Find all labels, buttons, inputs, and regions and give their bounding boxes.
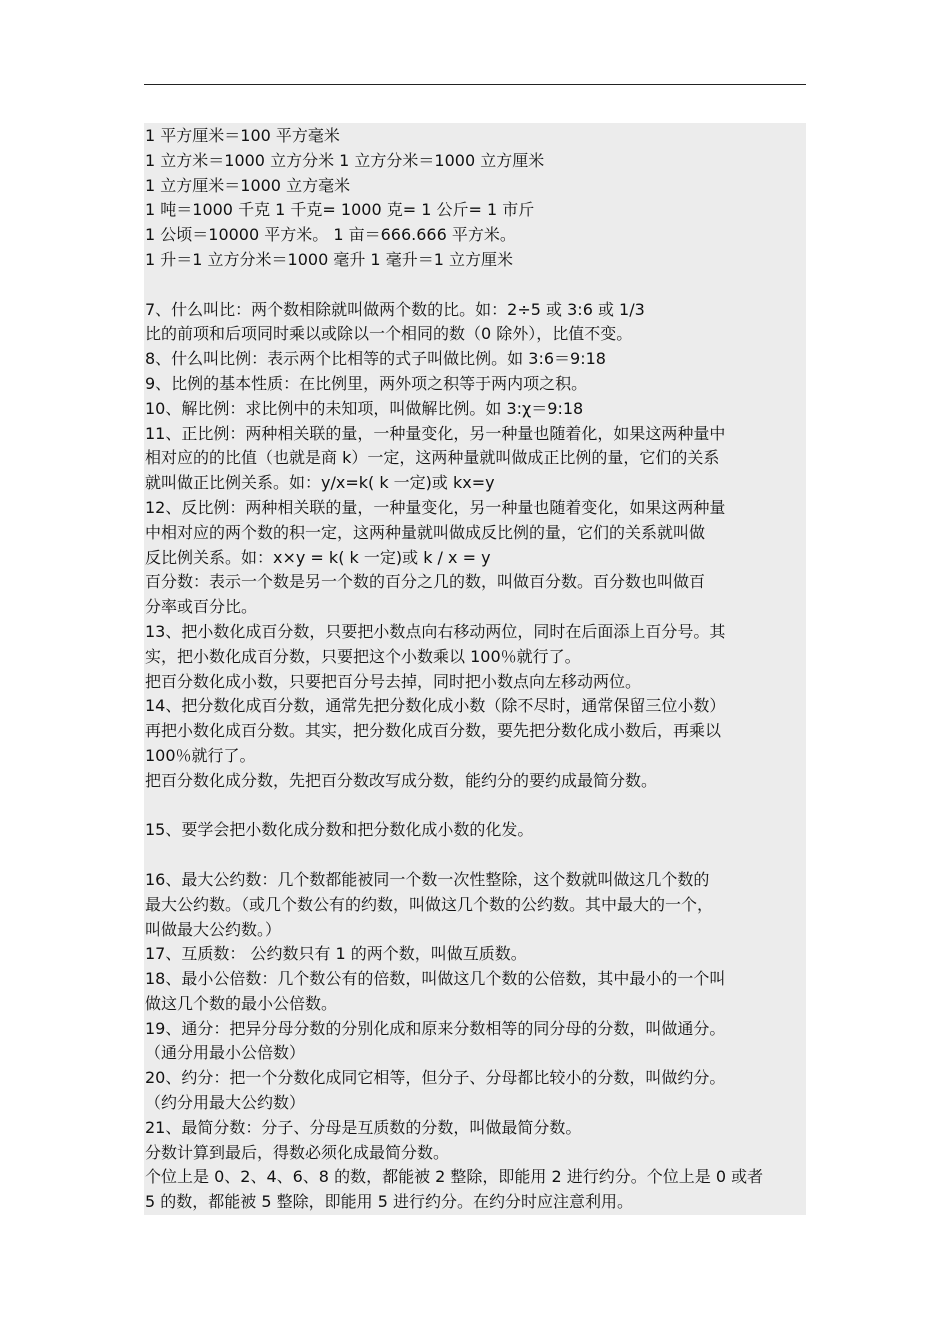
text-line: 7、什么叫比：两个数相除就叫做两个数的比。如：2÷5 或 3:6 或 1/3: [145, 299, 645, 319]
text-line: 100％就行了。: [145, 745, 256, 765]
text-line: 16、最大公约数：几个数都能被同一个数一次性整除，这个数就叫做这几个数的: [145, 869, 710, 889]
text-line: 8、什么叫比例：表示两个比相等的式子叫做比例。如 3:6＝9:18: [145, 349, 606, 369]
text-line: 18、最小公倍数：几个数公有的倍数，叫做这几个数的公倍数，其中最小的一个叫: [145, 969, 726, 989]
text-line: 做这几个数的最小公倍数。: [145, 993, 338, 1013]
text-line: 5 的数，都能被 5 整除，即能用 5 进行约分。在约分时应注意利用。: [145, 1192, 633, 1212]
text-line: 21、最简分数：分子、分母是互质数的分数，叫做最简分数。: [145, 1117, 582, 1137]
text-line: 1 吨＝1000 千克 1 千克= 1000 克= 1 公斤= 1 市斤: [145, 200, 535, 220]
text-line: 10、解比例：求比例中的未知项，叫做解比例。如 3:χ＝9:18: [145, 398, 584, 418]
text-line: 13、把小数化成百分数，只要把小数点向右移动两位，同时在后面添上百分号。其: [145, 621, 726, 641]
blank-line: [144, 273, 806, 298]
text-line: 9、比例的基本性质：在比例里，两外项之积等于两内项之积。: [145, 373, 588, 393]
text-line: 相对应的的比值（也就是商 k）一定，这两种量就叫做成正比例的量，它们的关系: [145, 448, 720, 468]
text-line: 把百分数化成分数，先把百分数改写成分数，能约分的要约成最简分数。: [145, 770, 658, 790]
text-line: 个位上是 0、2、4、6、8 的数，都能被 2 整除，即能用 2 进行约分。个位上是 0 或者: [145, 1167, 764, 1187]
document-body: [144, 123, 806, 1215]
text-line: 1 立方米＝1000 立方分米 1 立方分米＝1000 立方厘米: [145, 150, 545, 170]
text-line: 1 公顷＝10000 平方米。 1 亩＝666.666 平方米。: [145, 225, 516, 245]
text-line: 最大公约数。（或几个数公有的约数，叫做这几个数的公约数。其中最大的一个，: [145, 894, 714, 914]
text-line: 17、互质数： 公约数只有 1 的两个数，叫做互质数。: [145, 944, 527, 964]
text-line: 把百分数化成小数，只要把百分号去掉，同时把小数点向左移动两位。: [145, 671, 642, 691]
text-line: 11、正比例：两种相关联的量，一种量变化，另一种量也随着化，如果这两种量中: [145, 423, 726, 443]
text-line: 1 升＝1 立方分米＝1000 毫升 1 毫升＝1 立方厘米: [145, 249, 513, 269]
text-line: 14、把分数化成百分数，通常先把分数化成小数（除不尽时，通常保留三位小数）: [145, 696, 726, 716]
text-line: 分率或百分比。: [145, 597, 258, 617]
text-line: 20、约分：把一个分数化成同它相等，但分子、分母都比较小的分数，叫做约分。: [145, 1068, 726, 1088]
blank-line: [144, 794, 806, 819]
text-line: （通分用最小公倍数）: [145, 1043, 306, 1063]
text-line: 实，把小数化成百分数，只要把这个小数乘以 100％就行了。: [145, 646, 581, 666]
text-line: 百分数：表示一个数是另一个数的百分之几的数，叫做百分数。百分数也叫做百: [145, 572, 706, 592]
text-line: （约分用最大公约数）: [145, 1093, 306, 1113]
text-line: 1 平方厘米＝100 平方毫米: [145, 126, 340, 145]
text-line: 再把小数化成百分数。其实，把分数化成百分数，要先把分数化成小数后，再乘以: [145, 721, 722, 741]
text-line: 比的前项和后项同时乘以或除以一个相同的数（0 除外），比值不变。: [145, 324, 633, 344]
text-line: 分数计算到最后，得数必须化成最简分数。: [145, 1142, 450, 1162]
text-line: 就叫做正比例关系。如：y/x=k( k 一定)或 kx=y: [145, 473, 495, 493]
blank-line: [144, 843, 806, 868]
text-line: 12、反比例：两种相关联的量，一种量变化，另一种量也随着变化，如果这两种量: [145, 497, 726, 517]
text-line: 1 立方厘米＝1000 立方毫米: [145, 175, 351, 195]
text-line: 19、通分：把异分母分数的分别化成和原来分数相等的同分母的分数，叫做通分。: [145, 1018, 726, 1038]
text-line: 反比例关系。如：x×y = k( k 一定)或 k / x = y: [145, 547, 491, 567]
text-line: 中相对应的两个数的积一定，这两种量就叫做成反比例的量，它们的关系就叫做: [145, 522, 706, 542]
header-rule: [144, 84, 806, 85]
text-line: 15、要学会把小数化成分数和把分数化成小数的化发。: [145, 820, 534, 840]
text-line: 叫做最大公约数。）: [145, 919, 282, 939]
